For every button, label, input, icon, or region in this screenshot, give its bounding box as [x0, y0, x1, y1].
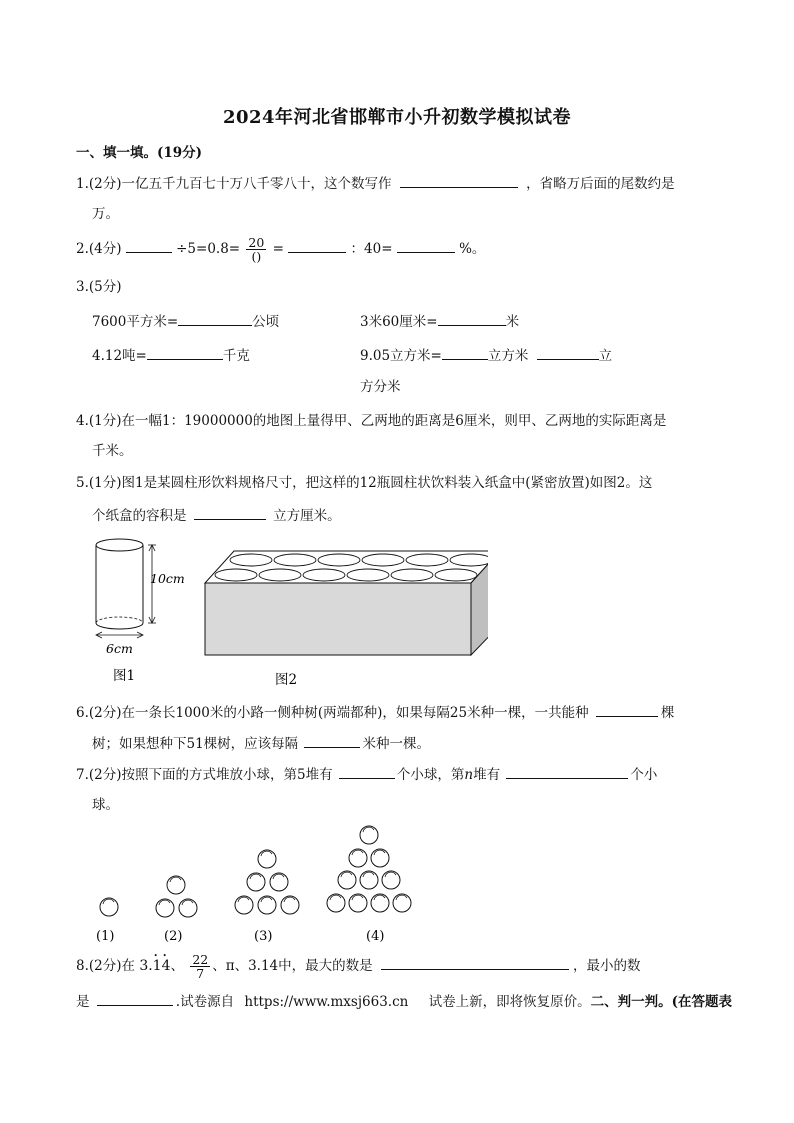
question-8-line-2: [76, 991, 732, 1012]
q8-text-c: 试卷上新，即将恢复原价。: [428, 994, 591, 1010]
q6-text-b: 棵: [660, 705, 675, 721]
q7-text-d: 个小: [630, 767, 658, 783]
q6-text-d: 米种一棵。: [362, 736, 430, 752]
q3-a2-unit: 米: [505, 314, 520, 330]
q3-a1-blank[interactable]: [178, 311, 252, 326]
q2-eq: =: [272, 241, 284, 257]
q6-text-c: 树；如果想种下51棵树，应该每隔: [92, 736, 299, 752]
q8-repeat-digit-1: • 1: [153, 948, 162, 984]
pile-label-4: (4): [366, 929, 385, 944]
q2-blank-1[interactable]: [126, 238, 172, 253]
q8-text-rest: 、π、3.14中，最大的数是: [212, 958, 373, 974]
q8-frac-numerator: 22: [192, 952, 209, 967]
q3-item-a1: [92, 311, 279, 332]
q2-fraction: [246, 236, 266, 263]
section-heading-2: 二、判一判。(在答题表: [590, 994, 733, 1010]
question-4-line-2: 千米。: [92, 443, 133, 459]
cylinder-figure: [96, 539, 185, 684]
q7-blank-1[interactable]: [339, 764, 395, 779]
figure-2-caption: 图2: [275, 672, 298, 688]
q1-answer-blank-1[interactable]: [400, 173, 518, 188]
q2-prefix: 2.(4分): [76, 241, 122, 257]
figure-1-caption: 图1: [113, 668, 136, 684]
question-2: [76, 232, 485, 266]
q2-blank-3[interactable]: [397, 238, 455, 253]
q6-blank-1[interactable]: [596, 702, 658, 717]
q7-text-c: 堆有: [473, 767, 501, 783]
pile-label-1: (1): [96, 929, 115, 944]
q3-b1-blank[interactable]: [147, 345, 223, 360]
q5-figures: [88, 533, 488, 693]
question-4-line-1: 4.(1分)在一幅1：19000000的地图上量得甲、乙两地的距离是6厘米，则甲、乙两地的实际距离是: [76, 413, 667, 429]
question-5-line-2: [92, 505, 341, 526]
question-7-line-2: 球。: [92, 797, 119, 813]
q6-text-a: 6.(2分)在一条长1000米的小路一侧种树(两端都种)，如果每隔25米种一棵，一共能种: [76, 705, 589, 721]
question-7-line-1: [76, 764, 657, 785]
section-heading-1: 一、填一填。(19分): [76, 145, 203, 161]
ball: [100, 898, 118, 916]
q2-div: ÷5=0.8=: [176, 241, 241, 257]
page-title: 2024年河北省邯郸市小升初数学模拟试卷: [222, 107, 572, 128]
q2-frac-denominator: (): [251, 249, 262, 264]
question-5-line-1: 5.(1分)图1是某圆柱形饮料规格尺寸，把这样的12瓶圆柱状饮料装入纸盒中(紧密放置)如图2。这: [76, 475, 653, 491]
q8-blank-1[interactable]: [381, 955, 569, 970]
q3-a2-blank[interactable]: [438, 311, 506, 326]
q8-repeat-digit-2: • 4: [162, 948, 171, 984]
ball-piles-figure: [88, 818, 418, 950]
q6-blank-2[interactable]: [304, 733, 360, 748]
q8-sep: 、: [170, 958, 185, 974]
q3-a1-unit: 公顷: [252, 314, 280, 330]
q3-b1-unit: 千克: [222, 348, 250, 364]
q7-blank-2[interactable]: [506, 764, 628, 779]
q8-prefix: 8.(2分)在: [76, 958, 136, 974]
q3-b2-text: 9.05立方米=: [360, 348, 442, 364]
q3-a1-text: 7600平方米=: [92, 314, 179, 330]
q3-b2-mid: 立方米: [487, 348, 529, 364]
q3-item-a2: [360, 311, 519, 332]
box-figure: [205, 551, 488, 688]
q1-text-a: 1.(2分)一亿五千九百七十万八千零八十，这个数写作: [76, 176, 392, 192]
q2-frac-numerator: 20: [248, 235, 265, 250]
q5-text-b: 立方厘米。: [273, 508, 341, 524]
question-3-label: 3.(5分): [76, 279, 122, 295]
q3-b1-text: 4.12吨=: [92, 348, 147, 364]
q3-a2-text: 3米60厘米=: [360, 314, 438, 330]
q3-item-b2-line2: 方分米: [360, 379, 401, 395]
q8-num-int: 3.: [139, 958, 153, 974]
question-6-line-2: [92, 733, 430, 754]
q3-item-b2: [360, 345, 612, 366]
q2-percent: %。: [459, 241, 486, 257]
q3-b2-blank-2[interactable]: [537, 345, 599, 360]
question-1-line-2: 万。: [92, 206, 119, 222]
q5-answer-blank[interactable]: [194, 505, 266, 520]
source-url-link[interactable]: https://www.mxsj663.cn: [244, 994, 409, 1010]
pile-label-3: (3): [254, 929, 273, 944]
q3-item-b1: [92, 345, 250, 366]
pile-label-2: (2): [164, 929, 183, 944]
q2-blank-2[interactable]: [288, 238, 346, 253]
question-8-line-1: [76, 948, 640, 984]
q7-text-b: 个小球，第: [396, 767, 465, 783]
q2-colon: ：40=: [350, 241, 393, 257]
q8-fraction: [190, 953, 210, 980]
q5-text-a: 个纸盒的容积是: [92, 508, 187, 524]
question-6-line-1: [76, 702, 674, 723]
q3-b2-end: 立: [598, 348, 613, 364]
q8-repeating-decimal: [139, 958, 170, 974]
question-1-line-1: [76, 173, 675, 194]
q8-tail: ，最小的数: [572, 958, 641, 974]
diameter-label: 6cm: [106, 641, 133, 656]
q7-variable-n: n: [464, 767, 474, 783]
q3-b2-blank-1[interactable]: [442, 345, 488, 360]
q8-text-a: 是: [76, 994, 90, 1010]
q7-text-a: 7.(2分)按照下面的方式堆放小球，第5堆有: [76, 767, 333, 783]
height-label: 10cm: [150, 571, 185, 586]
q1-text-b: ，省略万后面的尾数约是: [526, 176, 675, 192]
q8-frac-denominator: 7: [196, 966, 205, 981]
q8-blank-2[interactable]: [97, 991, 173, 1006]
q8-text-b: .试卷源自: [175, 994, 235, 1010]
